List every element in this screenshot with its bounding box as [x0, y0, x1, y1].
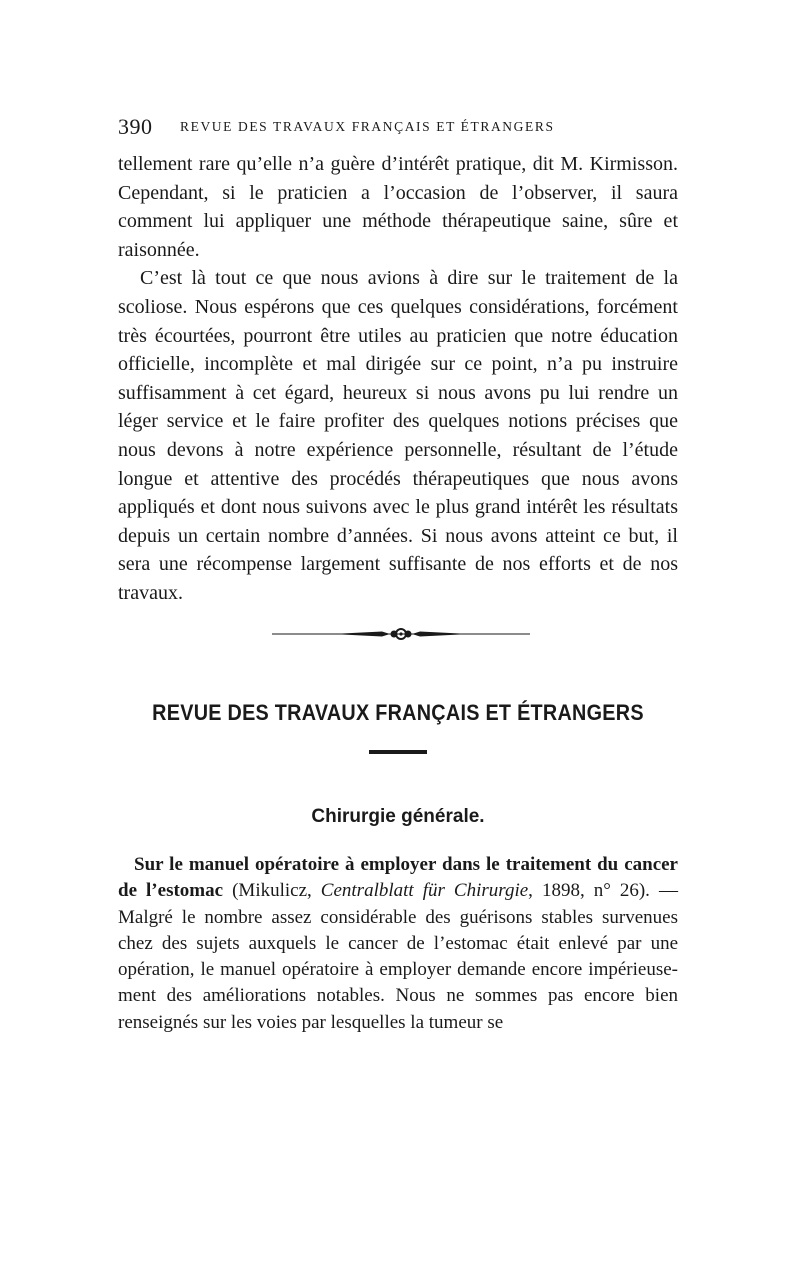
paragraph-1: tellement rare qu’elle n’a guère d’intérêt pratique, dit M. Kirmisson. Cependant, si le praticien a l’occasion de l’observer, il saura comment lui appliquer une méthode thérapeutique saine, sûre et raisonnée.: [118, 153, 678, 261]
running-title: REVUE DES TRAVAUX FRANÇAIS ET ÉTRANGERS: [180, 119, 555, 134]
abstract-journal: Centralblatt für Chirurgie: [320, 880, 529, 902]
page-number: 390: [118, 114, 153, 139]
abstract-citation: , 1898, n° 26). —: [528, 880, 678, 902]
abstract-paragraph: [118, 852, 678, 1036]
body-text: [118, 150, 678, 608]
abstract-author: (Mikulicz,: [223, 880, 321, 902]
abstract-lead: Sur le manuel opératoire à employer dans le traitement du cancer de l’estomac: [118, 854, 678, 902]
section-title: REVUE DES TRAVAUX FRANÇAIS ET ÉTRANGERS: [152, 700, 644, 725]
page-header: [118, 114, 678, 142]
paragraph-2: C’est là tout ce que nous avions à dire sur le traitement de la scoliose. Nous espérons que ces quelques considérations, forcément très écourtées, pourront être utiles au praticien que notre éducation officielle, incomplète et mal dirigée sur ce point, n’a pu instruire suffisamment à cet égard, heureux si nous avons pu lui rendre un léger service et le faire profiter des quelques notions précises que nous devons à notre expérience personnelle, résultant de l’étude longue et attentive des procédés thérapeutiques que nous avons appliqués et dont nous suivons avec le plus grand intérêt les résultats depuis un certain nombre d’années. Si nous avons atteint ce but, il sera une récompense largement suffisante de nos efforts et de nos travaux.: [118, 267, 678, 604]
ornament-divider-icon: [272, 624, 530, 644]
title-rule: [369, 750, 427, 754]
abstract-text: Malgré le nombre assez considérable des guérisons stables survenues chez des sujets auxquels le cancer de l’estomac était enlevé par une opération, le manuel opératoire à employer demande encore impérieusement des améliorations notables. Nous ne sommes pas encore bien renseignés sur les voies par lesquelles la tumeur se: [118, 906, 678, 1033]
subsection-title: Chirurgie générale.: [311, 806, 485, 827]
